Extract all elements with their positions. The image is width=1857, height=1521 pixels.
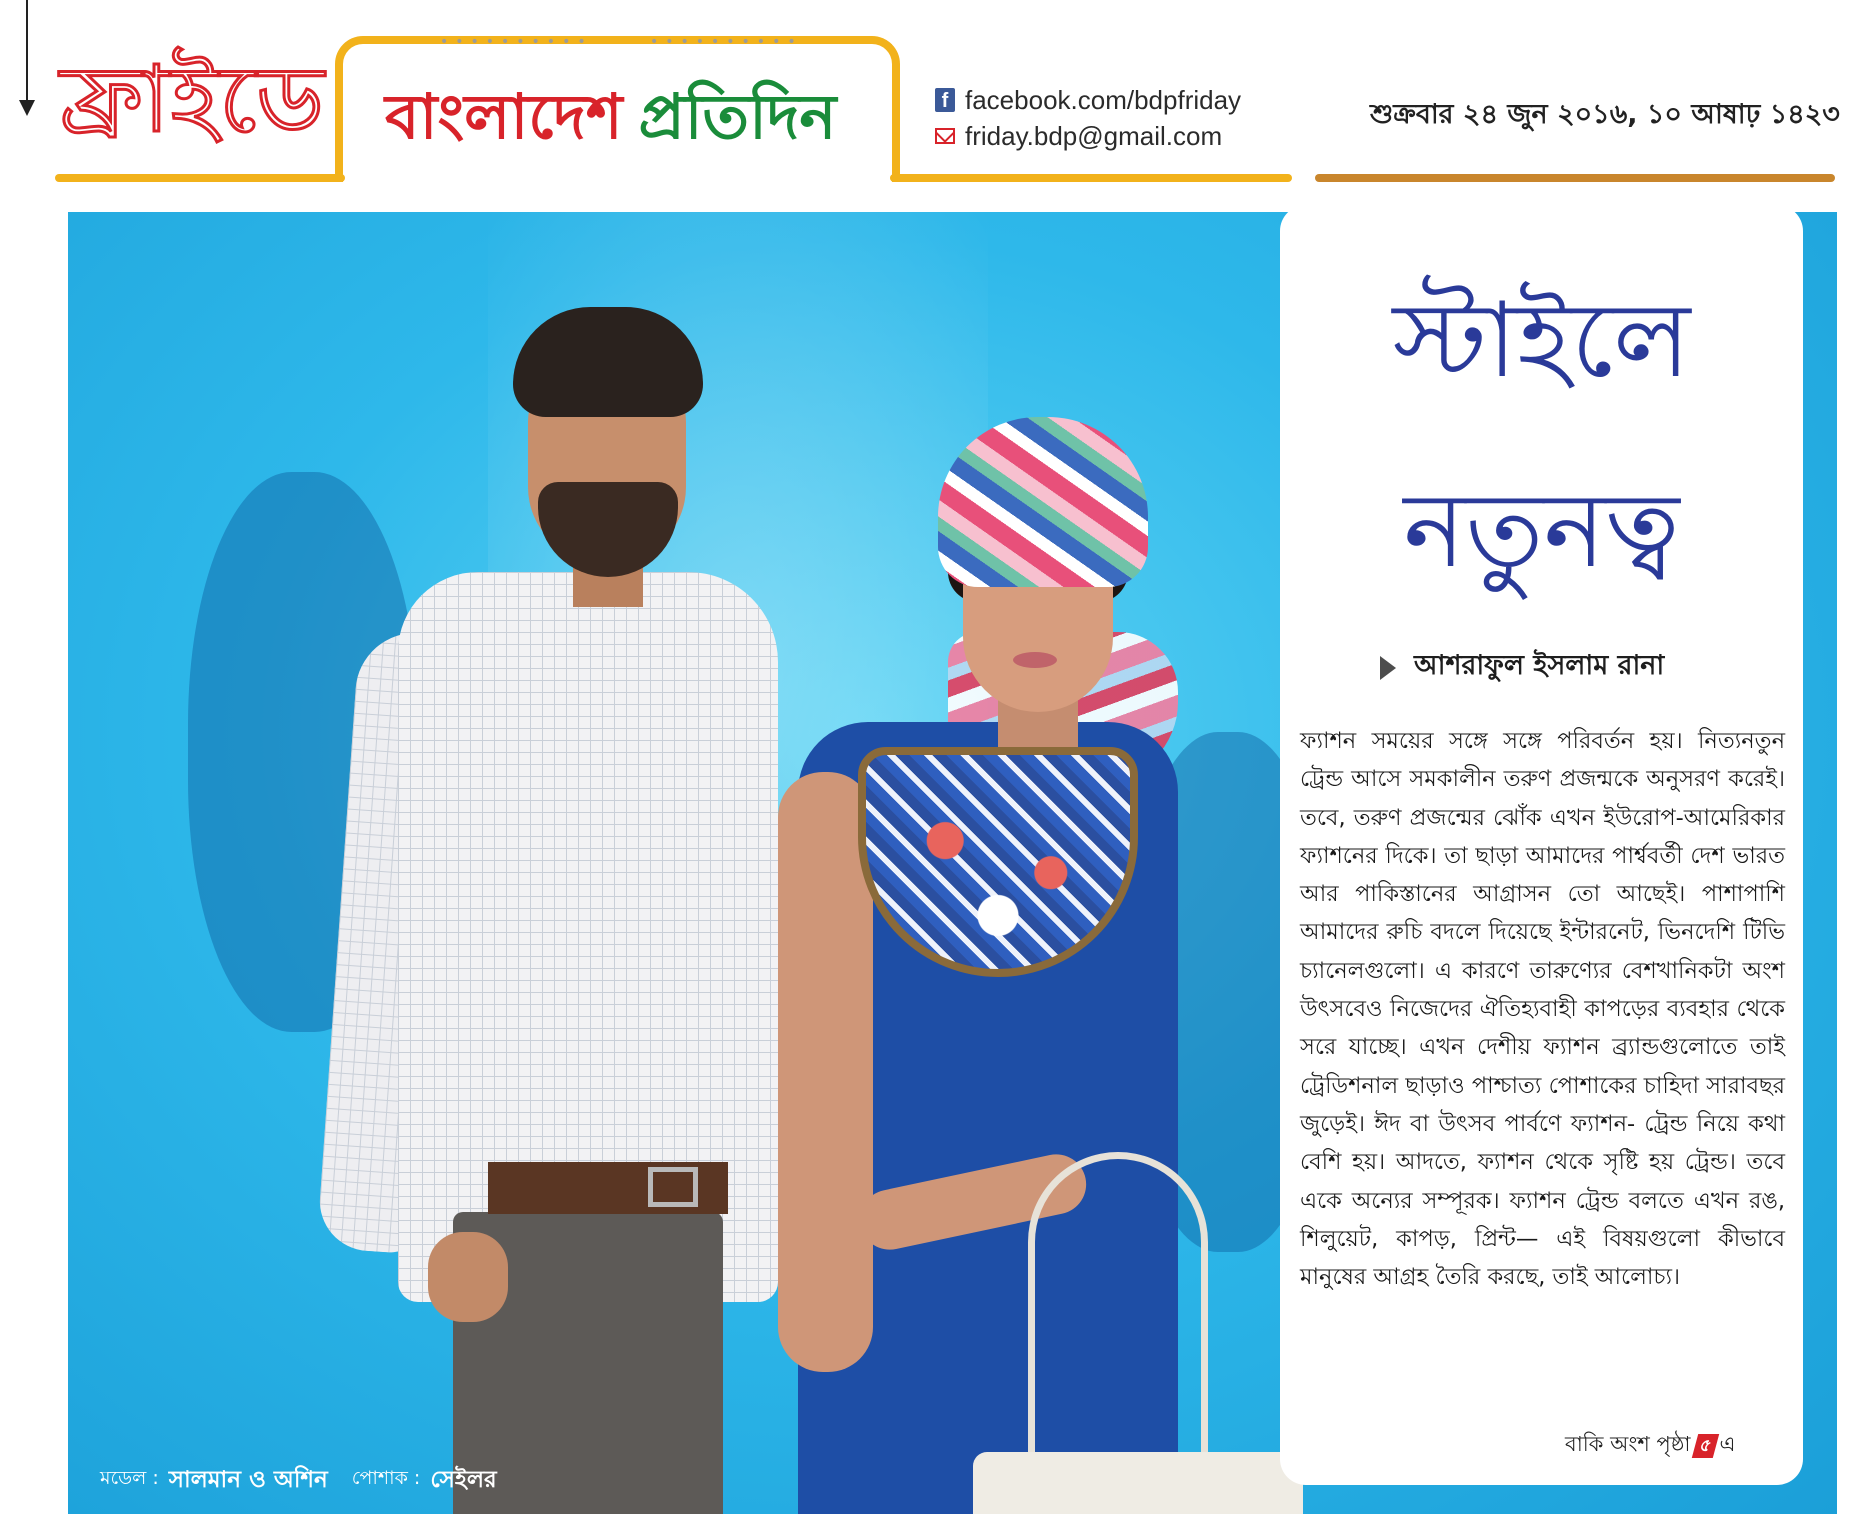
man-hair (513, 307, 703, 417)
handbag (973, 1452, 1303, 1514)
continued-page-badge: ৫ (1691, 1434, 1718, 1458)
masthead-rule-right (1315, 174, 1835, 182)
contact-block (935, 82, 1241, 154)
woman-arm (778, 772, 873, 1372)
paper-name-part1: বাংলাদেশ (385, 79, 623, 153)
credit-outfit: সেইলর (430, 1466, 497, 1493)
woman-lips (1013, 652, 1057, 668)
email-row[interactable] (935, 118, 1241, 154)
section-logo: ফ্রাইডে (59, 49, 326, 151)
handbag-handle (1028, 1152, 1208, 1482)
continued-text: বাকি অংশ পৃষ্ঠা (1565, 1432, 1691, 1456)
masthead-rule-left (55, 174, 345, 182)
cut-arrow-head (19, 100, 35, 116)
email-link[interactable]: friday.bdp@gmail.com (965, 121, 1223, 151)
byline (1380, 645, 1664, 690)
credit-models: সালমান ও অশিন (168, 1466, 328, 1493)
facebook-row[interactable] (935, 82, 1241, 118)
byline-author: আশরাফুল ইসলাম রানা (1414, 650, 1665, 681)
credit-models-label: মডেল : (100, 1467, 159, 1489)
email-icon (935, 128, 955, 144)
masthead-dots-left: •••••••••• (440, 34, 593, 50)
play-icon (1380, 656, 1396, 680)
article-headline (1280, 245, 1803, 625)
masthead-dots-right: •••••••••• (650, 34, 803, 50)
article-body: ফ্যাশন সময়ের সঙ্গে সঙ্গে পরিবর্তন হয়। নিত্যনতুন ট্রেন্ড আসে সমকালীন তরুণ প্রজন্মকে অনুসরণ করেই। তবে, তরুণ প্রজন্মের ঝোঁক এখন ইউরোপ-আমেরিকার ফ্যাশনের দিকে। তা ছাড়া আমাদের পার্শ্ববর্তী দেশ ভারত আর পাকিস্তানের আগ্রাসন তো আছেই। পাশাপাশি আমাদের রুচি বদলে দিয়েছে ইন্টারনেট, ভিনদেশি টিভি চ্যানেলগুলো। এ কারণে তারুণ্যের বেশখানিকটা অংশ উৎসবেও নিজেদের ঐতিহ্যবাহী কাপড়ের ব্যবহার থেকে সরে যাচ্ছে। এখন দেশীয় ফ্যাশন ব্র্যান্ডগুলোতে তাই ট্রেডিশনাল ছাড়াও পাশ্চাত্য পোশাকের চাহিদা সারাবছর জুড়েই। ঈদ বা উৎসব পার্বণে ফ্যাশন- ট্রেন্ড নিয়ে কথা বেশি হয়। আদতে, ফ্যাশন থেকে সৃষ্টি হয় ট্রেন্ড। তবে একে অন্যের সম্পূরক। ফ্যাশন ট্রেন্ড বলতে এখন রঙ, শিলুয়েট, কাপড়, প্রিন্ট— এই বিষয়গুলো কীভাবে মানুষের আগ্রহ তৈরি করছে, তাই আলোচ্য। (1300, 728, 1785, 1291)
paper-name-part2: প্রতিদিন (638, 79, 837, 153)
man-hand (428, 1232, 508, 1322)
facebook-link[interactable]: facebook.com/bdpfriday (965, 85, 1242, 115)
headline-line-1: স্টাইলে (1392, 279, 1691, 401)
facebook-icon: f (935, 88, 955, 112)
dateline: শুক্রবার ২৪ জুন ২০১৬, ১০ আষাঢ় ১৪২৩ (1370, 99, 1840, 130)
photo-credit (100, 1462, 800, 1498)
man-belt-buckle (648, 1167, 698, 1207)
masthead-rule-middle (890, 174, 1292, 182)
continued-note[interactable] (1565, 1428, 1736, 1463)
paper-name (385, 66, 885, 176)
continued-suffix: এ (1719, 1432, 1736, 1456)
credit-outfit-label: পোশাক : (351, 1467, 421, 1489)
headline-line-2: নতুনত্ব (1403, 469, 1680, 591)
woman-head-scarf (938, 417, 1148, 587)
cut-arrow-icon (26, 0, 28, 105)
